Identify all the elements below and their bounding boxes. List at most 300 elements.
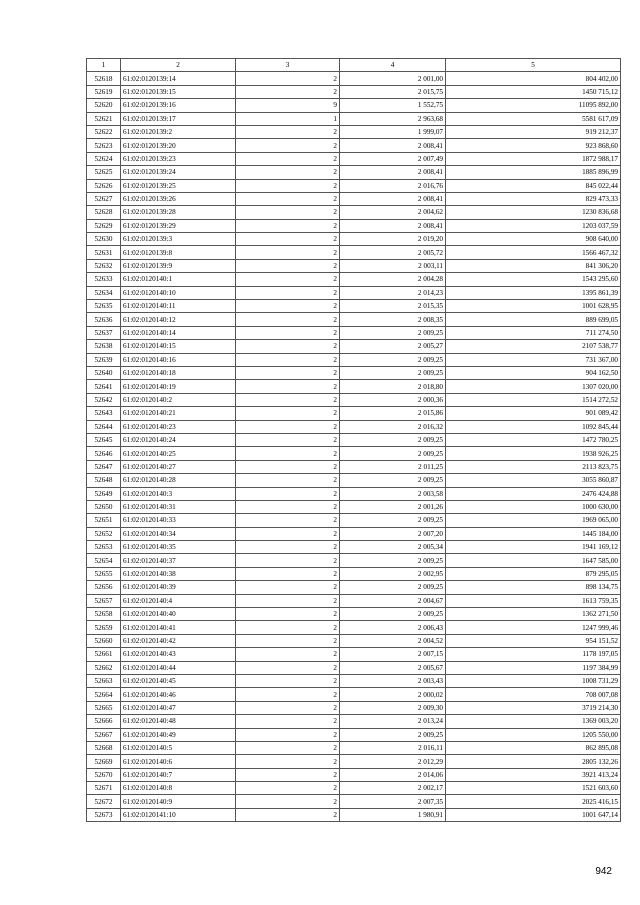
table-row	[87, 393, 621, 406]
cadastral-number-cell: 61:02:0120139:24	[121, 166, 236, 179]
row-number-cell: 52672	[87, 795, 121, 808]
area-cell: 2 007,15	[340, 648, 446, 661]
count-cell: 2	[236, 192, 340, 205]
cadastral-number-cell: 61:02:0120140:1	[121, 273, 236, 286]
cadastral-number-cell: 61:02:0120139:16	[121, 99, 236, 112]
row-number-cell: 52636	[87, 313, 121, 326]
header-col-1: 1	[87, 59, 121, 72]
cadastral-number-cell: 61:02:0120140:38	[121, 567, 236, 580]
row-number-cell: 52673	[87, 808, 121, 821]
count-cell: 2	[236, 554, 340, 567]
value-cell: 829 473,33	[446, 192, 621, 205]
row-number-cell: 52623	[87, 139, 121, 152]
row-number-cell: 52624	[87, 152, 121, 165]
value-cell: 5581 617,09	[446, 112, 621, 125]
row-number-cell: 52649	[87, 487, 121, 500]
value-cell: 2025 416,15	[446, 795, 621, 808]
table-row	[87, 313, 621, 326]
table-row	[87, 674, 621, 687]
table-row	[87, 152, 621, 165]
value-cell: 2805 132,26	[446, 755, 621, 768]
value-cell: 1472 780,25	[446, 433, 621, 446]
count-cell: 2	[236, 527, 340, 540]
value-cell: 1307 020,00	[446, 380, 621, 393]
table-row	[87, 755, 621, 768]
value-cell: 841 306,20	[446, 259, 621, 272]
area-cell: 2 016,76	[340, 179, 446, 192]
row-number-cell: 52630	[87, 233, 121, 246]
header-col-5: 5	[446, 59, 621, 72]
count-cell: 2	[236, 340, 340, 353]
cadastral-number-cell: 61:02:0120139:8	[121, 246, 236, 259]
value-cell: 1566 467,32	[446, 246, 621, 259]
table-row	[87, 782, 621, 795]
area-cell: 2 005,27	[340, 340, 446, 353]
count-cell: 2	[236, 460, 340, 473]
value-cell: 1247 999,46	[446, 621, 621, 634]
value-cell: 904 162,50	[446, 366, 621, 379]
area-cell: 2 002,17	[340, 782, 446, 795]
count-cell: 2	[236, 380, 340, 393]
cadastral-number-cell: 61:02:0120140:44	[121, 661, 236, 674]
row-number-cell: 52650	[87, 500, 121, 513]
count-cell: 2	[236, 85, 340, 98]
table-row	[87, 447, 621, 460]
value-cell: 1969 065,00	[446, 514, 621, 527]
row-number-cell: 52646	[87, 447, 121, 460]
value-cell: 1938 926,25	[446, 447, 621, 460]
count-cell: 2	[236, 447, 340, 460]
row-number-cell: 52641	[87, 380, 121, 393]
row-number-cell: 52645	[87, 433, 121, 446]
row-number-cell: 52651	[87, 514, 121, 527]
count-cell: 2	[236, 433, 340, 446]
count-cell: 2	[236, 594, 340, 607]
count-cell: 2	[236, 139, 340, 152]
area-cell: 1 552,75	[340, 99, 446, 112]
cadastral-number-cell: 61:02:0120140:25	[121, 447, 236, 460]
row-number-cell: 52658	[87, 608, 121, 621]
value-cell: 2113 823,75	[446, 460, 621, 473]
value-cell: 3055 860,87	[446, 474, 621, 487]
count-cell: 2	[236, 233, 340, 246]
value-cell: 731 367,00	[446, 353, 621, 366]
value-cell: 1521 603,60	[446, 782, 621, 795]
cadastral-number-cell: 61:02:0120140:41	[121, 621, 236, 634]
count-cell: 2	[236, 567, 340, 580]
table-row	[87, 326, 621, 339]
area-cell: 2 014,23	[340, 286, 446, 299]
area-cell: 2 005,72	[340, 246, 446, 259]
row-number-cell: 52660	[87, 634, 121, 647]
area-cell: 2 008,41	[340, 166, 446, 179]
value-cell: 711 274,50	[446, 326, 621, 339]
area-cell: 2 008,35	[340, 313, 446, 326]
count-cell: 2	[236, 286, 340, 299]
count-cell: 2	[236, 541, 340, 554]
count-cell: 2	[236, 661, 340, 674]
cadastral-number-cell: 61:02:0120139:23	[121, 152, 236, 165]
area-cell: 2 008,41	[340, 192, 446, 205]
cadastral-number-cell: 61:02:0120140:2	[121, 393, 236, 406]
count-cell: 2	[236, 125, 340, 138]
count-cell: 2	[236, 219, 340, 232]
count-cell: 2	[236, 259, 340, 272]
row-number-cell: 52638	[87, 340, 121, 353]
area-cell: 1 980,91	[340, 808, 446, 821]
count-cell: 2	[236, 741, 340, 754]
count-cell: 2	[236, 353, 340, 366]
row-number-cell: 52667	[87, 728, 121, 741]
table-row	[87, 474, 621, 487]
area-cell: 2 008,41	[340, 219, 446, 232]
row-number-cell: 52618	[87, 72, 121, 85]
value-cell: 3719 214,30	[446, 701, 621, 714]
area-cell: 2 963,68	[340, 112, 446, 125]
row-number-cell: 52621	[87, 112, 121, 125]
value-cell: 1543 295,60	[446, 273, 621, 286]
table-row	[87, 99, 621, 112]
row-number-cell: 52663	[87, 674, 121, 687]
row-number-cell: 52642	[87, 393, 121, 406]
area-cell: 2 009,30	[340, 701, 446, 714]
value-cell: 1369 003,20	[446, 715, 621, 728]
row-number-cell: 52634	[87, 286, 121, 299]
area-cell: 2 007,49	[340, 152, 446, 165]
area-cell: 2 005,67	[340, 661, 446, 674]
count-cell: 2	[236, 634, 340, 647]
cadastral-number-cell: 61:02:0120140:11	[121, 300, 236, 313]
area-cell: 2 009,25	[340, 514, 446, 527]
area-cell: 2 002,95	[340, 567, 446, 580]
count-cell: 2	[236, 72, 340, 85]
cadastral-number-cell: 61:02:0120140:14	[121, 326, 236, 339]
count-cell: 2	[236, 795, 340, 808]
value-cell: 862 895,08	[446, 741, 621, 754]
count-cell: 2	[236, 755, 340, 768]
count-cell: 2	[236, 206, 340, 219]
row-number-cell: 52620	[87, 99, 121, 112]
table-row	[87, 300, 621, 313]
table-row	[87, 527, 621, 540]
row-number-cell: 52661	[87, 648, 121, 661]
count-cell: 2	[236, 608, 340, 621]
value-cell: 1613 759,35	[446, 594, 621, 607]
count-cell: 2	[236, 326, 340, 339]
area-cell: 2 006,43	[340, 621, 446, 634]
table-row	[87, 233, 621, 246]
cadastral-number-cell: 61:02:0120140:4	[121, 594, 236, 607]
table-row	[87, 286, 621, 299]
count-cell: 2	[236, 728, 340, 741]
row-number-cell: 52635	[87, 300, 121, 313]
value-cell: 1514 272,52	[446, 393, 621, 406]
row-number-cell: 52628	[87, 206, 121, 219]
value-cell: 1872 988,17	[446, 152, 621, 165]
area-cell: 2 004,52	[340, 634, 446, 647]
table-row	[87, 741, 621, 754]
count-cell: 2	[236, 393, 340, 406]
count-cell: 2	[236, 514, 340, 527]
table-row	[87, 541, 621, 554]
area-cell: 2 015,75	[340, 85, 446, 98]
value-cell: 919 212,37	[446, 125, 621, 138]
count-cell: 9	[236, 99, 340, 112]
table-row	[87, 273, 621, 286]
cadastral-number-cell: 61:02:0120140:8	[121, 782, 236, 795]
row-number-cell: 52666	[87, 715, 121, 728]
area-cell: 2 007,35	[340, 795, 446, 808]
count-cell: 2	[236, 808, 340, 821]
table-row	[87, 715, 621, 728]
cadastral-number-cell: 61:02:0120140:31	[121, 500, 236, 513]
table-row	[87, 433, 621, 446]
cadastral-number-cell: 61:02:0120140:39	[121, 581, 236, 594]
header-col-3: 3	[236, 59, 340, 72]
cadastral-number-cell: 61:02:0120140:24	[121, 433, 236, 446]
cadastral-number-cell: 61:02:0120140:43	[121, 648, 236, 661]
cadastral-number-cell: 61:02:0120139:29	[121, 219, 236, 232]
row-number-cell: 52656	[87, 581, 121, 594]
cadastral-number-cell: 61:02:0120140:37	[121, 554, 236, 567]
area-cell: 2 005,34	[340, 541, 446, 554]
count-cell: 1	[236, 112, 340, 125]
value-cell: 1197 384,99	[446, 661, 621, 674]
table-row	[87, 340, 621, 353]
table-row	[87, 366, 621, 379]
table-row	[87, 460, 621, 473]
value-cell: 2107 538,77	[446, 340, 621, 353]
area-cell: 2 007,20	[340, 527, 446, 540]
row-number-cell: 52668	[87, 741, 121, 754]
row-number-cell: 52627	[87, 192, 121, 205]
row-number-cell: 52662	[87, 661, 121, 674]
value-cell: 1203 037,59	[446, 219, 621, 232]
value-cell: 901 089,42	[446, 407, 621, 420]
area-cell: 2 012,29	[340, 755, 446, 768]
cadastral-number-cell: 61:02:0120140:40	[121, 608, 236, 621]
table-row	[87, 179, 621, 192]
value-cell: 708 007,08	[446, 688, 621, 701]
value-cell: 923 868,60	[446, 139, 621, 152]
cadastral-number-cell: 61:02:0120139:25	[121, 179, 236, 192]
table-row	[87, 701, 621, 714]
table-row	[87, 407, 621, 420]
header-col-4: 4	[340, 59, 446, 72]
count-cell: 2	[236, 313, 340, 326]
cadastral-number-cell: 61:02:0120140:7	[121, 768, 236, 781]
row-number-cell: 52655	[87, 567, 121, 580]
row-number-cell: 52654	[87, 554, 121, 567]
table-row	[87, 500, 621, 513]
count-cell: 2	[236, 500, 340, 513]
table-row	[87, 380, 621, 393]
value-cell: 3921 413,24	[446, 768, 621, 781]
table-row	[87, 72, 621, 85]
table-row	[87, 139, 621, 152]
area-cell: 2 009,25	[340, 608, 446, 621]
value-cell: 889 699,05	[446, 313, 621, 326]
row-number-cell: 52632	[87, 259, 121, 272]
table-row	[87, 246, 621, 259]
area-cell: 2 004,67	[340, 594, 446, 607]
area-cell: 2 018,80	[340, 380, 446, 393]
row-number-cell: 52671	[87, 782, 121, 795]
cadastral-number-cell: 61:02:0120140:27	[121, 460, 236, 473]
area-cell: 2 000,36	[340, 393, 446, 406]
table-body	[87, 72, 621, 822]
cadastral-number-cell: 61:02:0120140:6	[121, 755, 236, 768]
area-cell: 2 009,25	[340, 326, 446, 339]
cadastral-number-cell: 61:02:0120140:10	[121, 286, 236, 299]
cadastral-number-cell: 61:02:0120139:26	[121, 192, 236, 205]
count-cell: 2	[236, 273, 340, 286]
value-cell: 908 640,00	[446, 233, 621, 246]
area-cell: 2 003,11	[340, 259, 446, 272]
row-number-cell: 52657	[87, 594, 121, 607]
area-cell: 2 009,25	[340, 474, 446, 487]
value-cell: 1001 647,14	[446, 808, 621, 821]
cadastral-number-cell: 61:02:0120140:23	[121, 420, 236, 433]
area-cell: 2 001,26	[340, 500, 446, 513]
count-cell: 2	[236, 152, 340, 165]
area-cell: 2 004,28	[340, 273, 446, 286]
table-row	[87, 728, 621, 741]
row-number-cell: 52629	[87, 219, 121, 232]
value-cell: 954 151,52	[446, 634, 621, 647]
value-cell: 1178 197,05	[446, 648, 621, 661]
row-number-cell: 52647	[87, 460, 121, 473]
area-cell: 2 011,25	[340, 460, 446, 473]
row-number-cell: 52664	[87, 688, 121, 701]
table-row	[87, 514, 621, 527]
cadastral-number-cell: 61:02:0120140:12	[121, 313, 236, 326]
cadastral-number-cell: 61:02:0120140:46	[121, 688, 236, 701]
value-cell: 2476 424,88	[446, 487, 621, 500]
table-header	[87, 59, 621, 72]
value-cell: 1395 861,39	[446, 286, 621, 299]
cadastral-number-cell: 61:02:0120140:18	[121, 366, 236, 379]
value-cell: 1647 585,00	[446, 554, 621, 567]
cadastral-number-cell: 61:02:0120140:28	[121, 474, 236, 487]
cadastral-number-cell: 61:02:0120139:14	[121, 72, 236, 85]
header-col-2: 2	[121, 59, 236, 72]
count-cell: 2	[236, 487, 340, 500]
table-row	[87, 661, 621, 674]
table-row	[87, 648, 621, 661]
cadastral-number-cell: 61:02:0120141:10	[121, 808, 236, 821]
page-number: 942	[595, 866, 612, 877]
area-cell: 2 019,20	[340, 233, 446, 246]
value-cell: 1205 550,00	[446, 728, 621, 741]
area-cell: 2 009,25	[340, 433, 446, 446]
cadastral-number-cell: 61:02:0120139:3	[121, 233, 236, 246]
area-cell: 2 000,02	[340, 688, 446, 701]
table-row	[87, 219, 621, 232]
table-row	[87, 206, 621, 219]
table-row	[87, 768, 621, 781]
value-cell: 845 022,44	[446, 179, 621, 192]
area-cell: 2 013,24	[340, 715, 446, 728]
row-number-cell: 52622	[87, 125, 121, 138]
table-row	[87, 688, 621, 701]
value-cell: 1092 845,44	[446, 420, 621, 433]
area-cell: 2 009,25	[340, 353, 446, 366]
area-cell: 2 015,86	[340, 407, 446, 420]
table-row	[87, 594, 621, 607]
table-row	[87, 634, 621, 647]
count-cell: 2	[236, 782, 340, 795]
row-number-cell: 52653	[87, 541, 121, 554]
row-number-cell: 52644	[87, 420, 121, 433]
cadastral-number-cell: 61:02:0120140:48	[121, 715, 236, 728]
row-number-cell: 52637	[87, 326, 121, 339]
area-cell: 2 009,25	[340, 581, 446, 594]
cadastral-number-cell: 61:02:0120140:15	[121, 340, 236, 353]
count-cell: 2	[236, 688, 340, 701]
table-row	[87, 112, 621, 125]
count-cell: 2	[236, 621, 340, 634]
value-cell: 1941 169,12	[446, 541, 621, 554]
area-cell: 1 999,07	[340, 125, 446, 138]
row-number-cell: 52643	[87, 407, 121, 420]
area-cell: 2 009,25	[340, 554, 446, 567]
table-row	[87, 353, 621, 366]
cadastral-number-cell: 61:02:0120140:5	[121, 741, 236, 754]
value-cell: 879 295,05	[446, 567, 621, 580]
table-row	[87, 125, 621, 138]
row-number-cell: 52625	[87, 166, 121, 179]
value-cell: 1001 628,95	[446, 300, 621, 313]
cadastral-number-cell: 61:02:0120140:45	[121, 674, 236, 687]
area-cell: 2 014,06	[340, 768, 446, 781]
count-cell: 2	[236, 179, 340, 192]
table-row	[87, 554, 621, 567]
table-row	[87, 166, 621, 179]
row-number-cell: 52619	[87, 85, 121, 98]
row-number-cell: 52665	[87, 701, 121, 714]
cadastral-number-cell: 61:02:0120140:3	[121, 487, 236, 500]
table-row	[87, 608, 621, 621]
table-row	[87, 259, 621, 272]
cadastral-number-cell: 61:02:0120139:20	[121, 139, 236, 152]
row-number-cell: 52648	[87, 474, 121, 487]
cadastral-number-cell: 61:02:0120140:49	[121, 728, 236, 741]
row-number-cell: 52652	[87, 527, 121, 540]
count-cell: 2	[236, 246, 340, 259]
row-number-cell: 52670	[87, 768, 121, 781]
count-cell: 2	[236, 474, 340, 487]
count-cell: 2	[236, 674, 340, 687]
row-number-cell: 52639	[87, 353, 121, 366]
value-cell: 1230 836,68	[446, 206, 621, 219]
area-cell: 2 016,11	[340, 741, 446, 754]
area-cell: 2 009,25	[340, 366, 446, 379]
value-cell: 1000 630,00	[446, 500, 621, 513]
value-cell: 1445 184,00	[446, 527, 621, 540]
area-cell: 2 001,00	[340, 72, 446, 85]
cadastral-number-cell: 61:02:0120140:47	[121, 701, 236, 714]
area-cell: 2 015,35	[340, 300, 446, 313]
count-cell: 2	[236, 407, 340, 420]
area-cell: 2 003,58	[340, 487, 446, 500]
cadastral-number-cell: 61:02:0120140:21	[121, 407, 236, 420]
table-row	[87, 85, 621, 98]
cadastral-number-cell: 61:02:0120139:17	[121, 112, 236, 125]
count-cell: 2	[236, 701, 340, 714]
value-cell: 1362 271,50	[446, 608, 621, 621]
table-row	[87, 567, 621, 580]
